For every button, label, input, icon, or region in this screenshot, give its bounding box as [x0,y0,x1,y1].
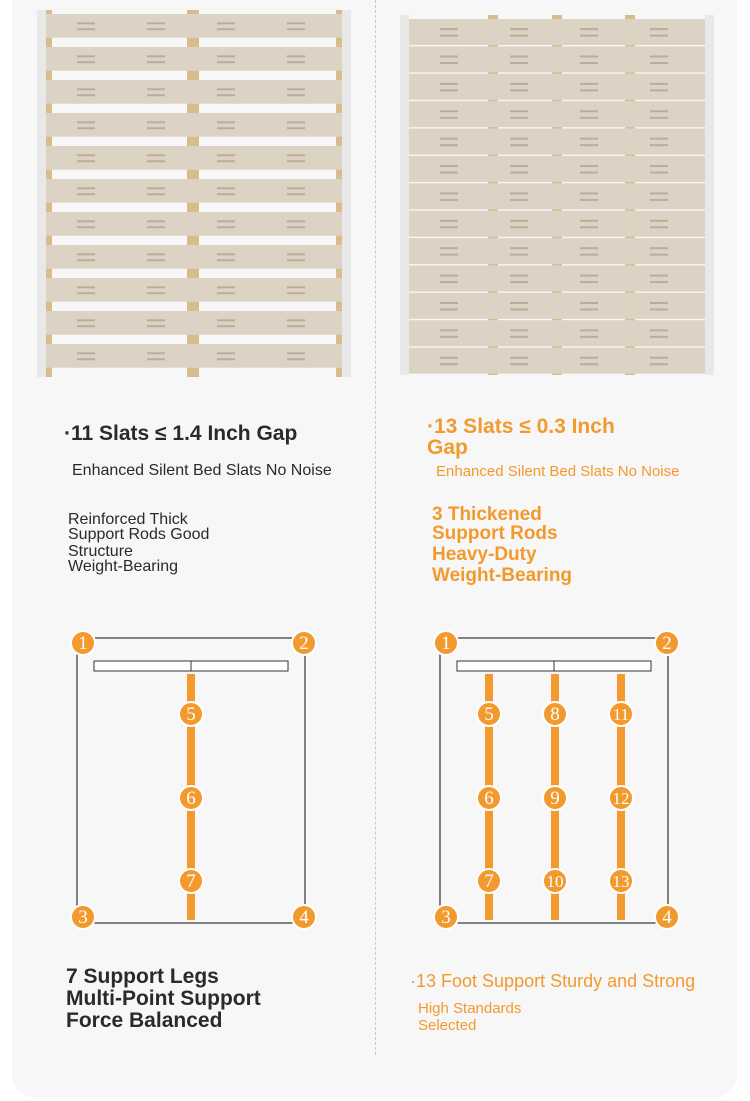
left-legs-line-3: Force Balanced [66,1009,223,1032]
left-support-diagram [66,626,322,936]
left-badge-6 [179,786,203,810]
left-rods-line-3: Structure [68,543,133,560]
svg-text:3: 3 [441,907,451,928]
right-badge-8 [543,702,567,726]
right-badge-9 [543,786,567,810]
left-rods-line-1: Reinforced Thick [68,511,188,528]
right-support-diagram [429,626,685,936]
left-badge-2 [292,631,316,655]
svg-text:9: 9 [550,788,560,809]
right-badge-6 [477,786,501,810]
left-slat [46,14,342,38]
svg-text:13: 13 [612,872,630,891]
left-slat [46,179,342,203]
right-standards-text [418,1000,521,1034]
left-badge-3 [71,905,95,929]
svg-text:2: 2 [662,633,672,654]
right-rods-line-2: Support Rods [432,523,558,544]
right-bed-slats-image [400,15,714,375]
left-legs-line-1: 7 Support Legs [66,965,219,988]
right-subtitle: Enhanced Silent Bed Slats No Noise [436,463,680,480]
right-slat [409,348,705,374]
left-badge-4 [292,905,316,929]
svg-text:11: 11 [612,705,630,724]
right-slat [409,74,705,100]
left-slat [46,311,342,335]
left-slat [46,113,342,137]
left-rods-line-4: Weight-Bearing [68,558,178,575]
left-rods-text [68,512,209,574]
left-badge-5 [179,702,203,726]
right-badge-4 [655,905,679,929]
right-slat [409,293,705,319]
svg-text:8: 8 [550,704,560,725]
right-badge-7 [477,869,501,893]
right-rods-line-4: Weight-Bearing [432,565,573,586]
svg-text:6: 6 [484,788,494,809]
right-slat [409,238,705,264]
right-rods-line-1: 3 Thickened [432,504,542,525]
right-badge-3 [434,905,458,929]
right-title-line-2: Gap [427,436,468,459]
right-slat [409,129,705,155]
svg-text:5: 5 [186,704,196,725]
right-slat [409,101,705,127]
right-feet-title: ·13 Foot Support Sturdy and Strong [410,971,696,991]
right-standards-line-2: Selected [418,1017,477,1034]
svg-text:4: 4 [299,907,309,928]
left-slat [46,212,342,236]
left-bed-slats-image [37,10,351,377]
svg-text:7: 7 [186,871,196,892]
svg-text:1: 1 [78,633,88,654]
left-subtitle: Enhanced Silent Bed Slats No Noise [72,462,332,479]
svg-text:4: 4 [662,907,672,928]
left-slat [46,245,342,269]
left-slat [46,146,342,170]
right-slat [409,183,705,209]
right-badge-12 [609,786,633,810]
left-slats-title: ·11 Slats ≤ 1.4 Inch Gap [64,422,298,445]
left-slat [46,80,342,104]
right-rail-b [554,661,651,671]
right-rods-text [432,505,572,587]
right-slat [409,46,705,72]
left-badge-1 [71,631,95,655]
svg-text:12: 12 [612,789,630,808]
svg-text:5: 5 [484,704,494,725]
right-slat [409,265,705,291]
right-badge-10 [543,869,567,893]
right-rods-line-3: Heavy-Duty [432,544,537,565]
svg-text:2: 2 [299,633,309,654]
left-slat [46,278,342,302]
svg-text:10: 10 [546,872,564,891]
left-slat [46,344,342,368]
right-slat [409,156,705,182]
svg-text:3: 3 [78,907,88,928]
left-rail-b [191,661,288,671]
left-legs-text [66,966,261,1032]
right-standards-line-1: High Standards [418,1000,522,1017]
left-badge-7 [179,869,203,893]
left-legs-line-2: Multi-Point Support [66,987,261,1010]
right-slat [409,320,705,346]
right-title-line-1: ·13 Slats ≤ 0.3 Inch [427,415,615,438]
left-rail-a [94,661,191,671]
right-slats-title [427,416,615,458]
center-divider [375,0,376,1055]
right-rail-a [457,661,554,671]
right-badge-2 [655,631,679,655]
left-rods-line-2: Support Rods Good [68,526,210,543]
right-badge-13 [609,869,633,893]
right-slat [409,211,705,237]
svg-text:7: 7 [484,871,494,892]
right-badge-1 [434,631,458,655]
right-slat [409,19,705,45]
right-badge-11 [609,702,633,726]
left-slat [46,47,342,71]
right-badge-5 [477,702,501,726]
svg-text:1: 1 [441,633,451,654]
svg-text:6: 6 [186,788,196,809]
